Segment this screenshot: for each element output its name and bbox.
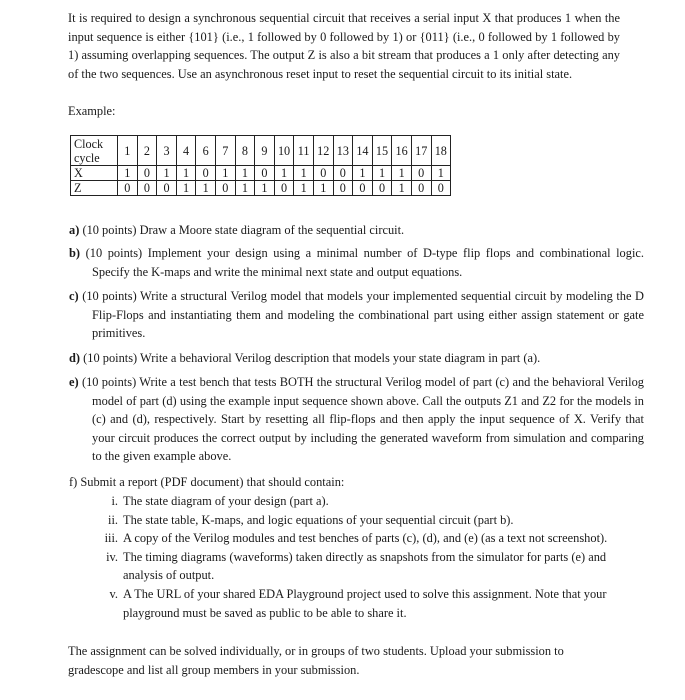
z-row [71,181,451,196]
example-sequence-table [70,135,451,196]
question-f-text: Submit a report (PDF document) that should contain: [80,475,345,489]
x-cell: 1 [353,166,373,181]
question-f [69,473,621,492]
clock-cell: 16 [392,136,412,166]
z-cell: 1 [196,181,216,196]
question-b [69,244,644,281]
list-item [90,585,620,622]
z-cell: 1 [255,181,275,196]
x-cell: 0 [411,166,431,181]
list-item-number: i. [111,494,118,508]
x-cell: 1 [215,166,235,181]
list-item-number: iii. [104,531,118,546]
x-cell: 0 [313,166,333,181]
x-cell: 1 [372,166,392,181]
question-a-label: a) [69,223,80,237]
z-cell: 1 [294,181,314,196]
list-item-text: The timing diagrams (waveforms) taken directly as snapshots from the simulator for parts (e) and analysis of output. [123,549,607,583]
question-c-label: c) [69,289,79,303]
list-item-text: The state diagram of your design (part a). [123,494,329,508]
problem-statement: It is required to design a synchronous sequential circuit that receives a serial input X that produces 1 when the input sequence is either {101} (i.e., 1 followed by 0 followed by 1) or {011} (i.e., 0 followed by 1 followed by 1) assuming overlapping sequences. The output Z is also a bit stream that produces a 1 only after detecting any of the two sequences. Use an asynchronous reset input to reset the sequential circuit to its initial state. [68,11,620,81]
question-d-label: d) [69,351,81,365]
question-f-label: f) [69,475,78,489]
x-cell: 0 [196,166,216,181]
list-item-number: iv. [106,549,118,564]
list-item-text: The state table, K-maps, and logic equations of your sequential circuit (part b). [123,512,514,527]
z-cell: 0 [118,181,138,196]
clock-cell: 18 [431,136,451,166]
z-cell: 1 [313,181,333,196]
clock-cell: 2 [137,136,157,166]
x-header: X [71,166,118,181]
clock-cell: 11 [294,136,314,166]
z-cell: 1 [235,181,255,196]
list-item [90,492,620,511]
x-cell: 1 [274,166,294,181]
z-cell: 0 [372,181,392,196]
clock-cell: 13 [333,136,353,166]
x-row [71,166,451,181]
clock-cell: 1 [118,136,138,166]
z-cell: 0 [215,181,235,196]
report-items-list [90,492,620,622]
clock-cell: 7 [215,136,235,166]
z-cell: 0 [157,181,177,196]
clock-cell: 10 [274,136,294,166]
closing-paragraph: The assignment can be solved individually, or in groups of two students. Upload your submission to gradescope and list all group members in your submission. [68,644,564,677]
question-d-text: (10 points) Write a behavioral Verilog description that models your state diagram in part (a). [83,351,541,365]
clock-cell: 4 [176,136,196,166]
x-cell: 1 [235,166,255,181]
clock-cell: 3 [157,136,177,166]
clock-cell: 8 [235,136,255,166]
list-item [90,529,620,548]
list-item [90,548,620,585]
question-e-text: (10 points) Write a test bench that tests BOTH the structural Verilog model of part (c) and the behavioral Verilog model of part (d) using the example input sequence shown above. Call the outputs Z1 and Z2 for the models in (c) and (d), respectively. Start by resetting all flip-flops and then apply the input sequence of X. Verify that your circuit produces the correct output by including the generated waveform from simulation and comparing to the given example above. [81,375,644,464]
z-cell: 1 [392,181,412,196]
clock-row [71,136,451,166]
question-d [69,349,644,368]
x-cell: 1 [176,166,196,181]
clock-cell: 15 [372,136,392,166]
clock-cell: 6 [196,136,216,166]
z-cell: 0 [274,181,294,196]
clock-cell: 9 [255,136,275,166]
clock-cell: 12 [313,136,333,166]
question-a [69,221,644,240]
x-cell: 1 [431,166,451,181]
list-item-text: A copy of the Verilog modules and test benches of parts (c), (d), and (e) (as a text not screenshot). [123,531,608,546]
question-c-text: (10 points) Write a structural Verilog model that models your implemented sequential circuit by modeling the D Flip-Flops and instantiating them and modeling the combinational part using either assign statement or gate primitives. [82,289,644,341]
question-b-text: (10 points) Implement your design using a minimal number of D-type flip flops and combinational logic. Specify the K-maps and write the minimal next state and output equations. [85,246,644,279]
z-cell: 0 [333,181,353,196]
clock-cycle-header: Clock cycle [71,136,118,166]
z-header: Z [71,181,118,196]
x-cell: 1 [157,166,177,181]
question-c [69,287,644,343]
z-cell: 0 [431,181,451,196]
z-cell: 0 [411,181,431,196]
list-item-text: A The URL of your shared EDA Playground project used to solve this assignment. Note that your playground must be saved as public to be able to share it. [123,586,607,620]
x-cell: 1 [294,166,314,181]
z-cell: 1 [176,181,196,196]
list-item [90,511,620,530]
clock-cell: 14 [353,136,373,166]
clock-cell: 17 [411,136,431,166]
x-cell: 0 [255,166,275,181]
list-item-number: v. [109,586,118,601]
question-e [69,373,644,466]
x-cell: 1 [392,166,412,181]
question-e-label: e) [69,375,79,389]
x-cell: 1 [118,166,138,181]
z-cell: 0 [353,181,373,196]
x-cell: 0 [333,166,353,181]
x-cell: 0 [137,166,157,181]
z-cell: 0 [137,181,157,196]
question-a-text: (10 points) Draw a Moore state diagram of the sequential circuit. [82,223,405,237]
example-label: Example: [68,104,116,118]
question-b-label: b) [69,246,81,260]
list-item-number: ii. [108,512,118,527]
